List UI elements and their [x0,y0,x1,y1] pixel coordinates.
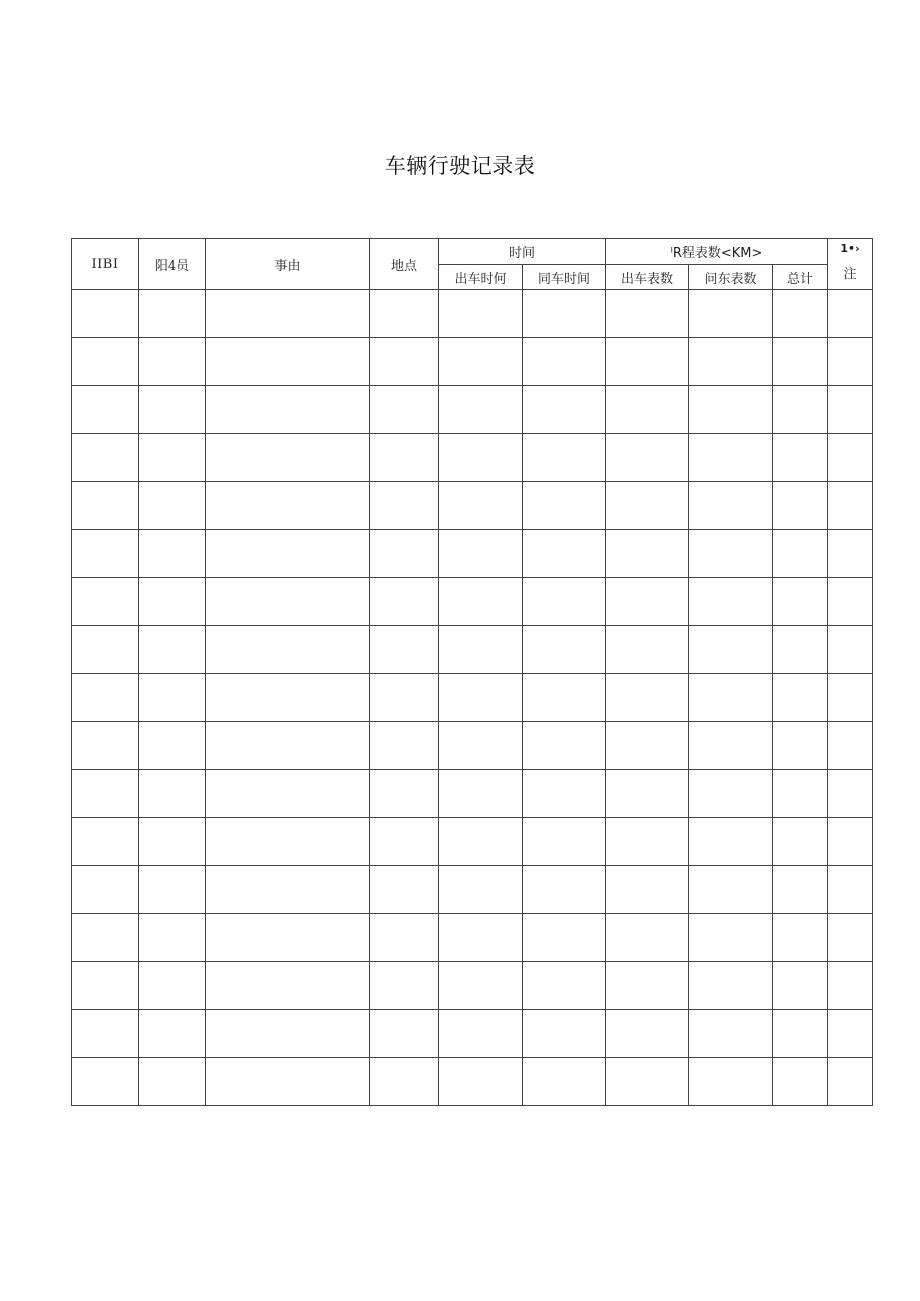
header-depart-time: 出车时何 [439,265,523,290]
cell-location[interactable] [370,1010,439,1058]
cell-reason[interactable] [206,722,370,770]
cell-return-time[interactable] [523,722,606,770]
cell-depart-time[interactable] [439,578,523,626]
cell-return-reading[interactable] [689,578,773,626]
cell-total[interactable] [773,290,828,338]
cell-return-reading[interactable] [689,866,773,914]
cell-depart-reading[interactable] [606,866,689,914]
cell-total[interactable] [773,914,828,962]
header-driver-label: 阳4员 [154,258,190,274]
cell-depart-time[interactable] [439,1010,523,1058]
cell-depart-reading[interactable] [606,914,689,962]
header-return-reading: 问东表数 [689,265,773,290]
cell-depart-time[interactable] [439,722,523,770]
cell-note[interactable] [828,770,873,818]
cell-location[interactable] [370,818,439,866]
cell-depart-reading[interactable] [606,818,689,866]
cell-reason[interactable] [206,962,370,1010]
cell-location[interactable] [370,674,439,722]
cell-return-reading[interactable] [689,722,773,770]
cell-depart-time[interactable] [439,914,523,962]
table-row [72,482,873,530]
header-note-top: 1•› [840,242,860,255]
cell-driver[interactable] [139,1010,206,1058]
cell-note[interactable] [828,626,873,674]
cell-depart-reading[interactable] [606,434,689,482]
cell-location[interactable] [370,962,439,1010]
cell-date[interactable] [72,338,139,386]
cell-total[interactable] [773,530,828,578]
cell-date[interactable] [72,818,139,866]
cell-driver[interactable] [139,1058,206,1106]
cell-note[interactable] [828,530,873,578]
cell-depart-time[interactable] [439,626,523,674]
cell-total[interactable] [773,818,828,866]
header-note [828,239,873,290]
header-reason: 事由 [206,239,370,290]
cell-depart-time[interactable] [439,482,523,530]
vehicle-log-table [71,238,873,1106]
table-row [72,434,873,482]
header-location: 地点 [370,239,439,290]
cell-total[interactable] [773,626,828,674]
cell-depart-reading[interactable] [606,1058,689,1106]
cell-reason[interactable] [206,770,370,818]
cell-return-time[interactable] [523,962,606,1010]
cell-return-reading[interactable] [689,290,773,338]
cell-driver[interactable] [139,338,206,386]
cell-date[interactable] [72,482,139,530]
cell-date[interactable] [72,290,139,338]
cell-reason[interactable] [206,914,370,962]
cell-depart-time[interactable] [439,962,523,1010]
cell-reason[interactable] [206,290,370,338]
cell-date[interactable] [72,770,139,818]
cell-depart-reading[interactable] [606,338,689,386]
cell-location[interactable] [370,290,439,338]
table-row [72,290,873,338]
cell-depart-time[interactable] [439,818,523,866]
cell-total[interactable] [773,482,828,530]
cell-total[interactable] [773,770,828,818]
cell-note[interactable] [828,386,873,434]
cell-driver[interactable] [139,482,206,530]
cell-driver[interactable] [139,386,206,434]
table-row [72,914,873,962]
cell-reason[interactable] [206,1010,370,1058]
cell-return-time[interactable] [523,290,606,338]
table-row [72,1010,873,1058]
table-row [72,530,873,578]
table-row [72,626,873,674]
cell-location[interactable] [370,530,439,578]
cell-return-time[interactable] [523,626,606,674]
cell-note[interactable] [828,434,873,482]
cell-date[interactable] [72,530,139,578]
cell-return-time[interactable] [523,482,606,530]
cell-date[interactable] [72,674,139,722]
cell-total[interactable] [773,866,828,914]
cell-return-time[interactable] [523,386,606,434]
cell-driver[interactable] [139,674,206,722]
cell-return-time[interactable] [523,1010,606,1058]
header-total: 总计 [773,265,828,290]
cell-driver[interactable] [139,770,206,818]
cell-driver[interactable] [139,578,206,626]
cell-driver[interactable] [139,434,206,482]
cell-return-time[interactable] [523,818,606,866]
cell-return-time[interactable] [523,674,606,722]
cell-return-reading[interactable] [689,674,773,722]
cell-depart-time[interactable] [439,866,523,914]
cell-note[interactable] [828,338,873,386]
cell-note[interactable] [828,674,873,722]
cell-note[interactable] [828,1010,873,1058]
table-row [72,386,873,434]
cell-location[interactable] [370,482,439,530]
cell-depart-reading[interactable] [606,482,689,530]
cell-return-reading[interactable] [689,770,773,818]
cell-total[interactable] [773,674,828,722]
table-row [72,338,873,386]
header-driver [139,239,206,290]
cell-location[interactable] [370,386,439,434]
cell-driver[interactable] [139,290,206,338]
cell-date[interactable] [72,578,139,626]
cell-return-reading[interactable] [689,962,773,1010]
cell-depart-time[interactable] [439,530,523,578]
header-note-bottom: 注 [843,267,857,282]
cell-location[interactable] [370,866,439,914]
cell-date[interactable] [72,434,139,482]
cell-depart-reading[interactable] [606,962,689,1010]
cell-total[interactable] [773,338,828,386]
cell-reason[interactable] [206,386,370,434]
cell-total[interactable] [773,722,828,770]
cell-reason[interactable] [206,674,370,722]
cell-return-time[interactable] [523,434,606,482]
cell-total[interactable] [773,386,828,434]
table-row [72,770,873,818]
cell-return-time[interactable] [523,1058,606,1106]
cell-note[interactable] [828,914,873,962]
cell-reason[interactable] [206,866,370,914]
cell-return-time[interactable] [523,338,606,386]
cell-date[interactable] [72,1010,139,1058]
cell-return-reading[interactable] [689,386,773,434]
cell-return-reading[interactable] [689,626,773,674]
table-row [72,866,873,914]
cell-return-reading[interactable] [689,818,773,866]
cell-depart-reading[interactable] [606,1010,689,1058]
cell-return-time[interactable] [523,530,606,578]
cell-driver[interactable] [139,722,206,770]
cell-return-reading[interactable] [689,914,773,962]
cell-reason[interactable] [206,626,370,674]
cell-location[interactable] [370,434,439,482]
cell-return-time[interactable] [523,770,606,818]
header-return-time: 同车时间 [523,265,606,290]
header-mileage-group: ˡR程表数<KM> [606,239,828,265]
cell-return-reading[interactable] [689,434,773,482]
cell-note[interactable] [828,962,873,1010]
cell-total[interactable] [773,1010,828,1058]
cell-driver[interactable] [139,530,206,578]
cell-date[interactable] [72,386,139,434]
cell-location[interactable] [370,626,439,674]
cell-note[interactable] [828,482,873,530]
header-date: IIBI [72,239,139,290]
cell-reason[interactable] [206,482,370,530]
cell-return-time[interactable] [523,578,606,626]
cell-date[interactable] [72,866,139,914]
cell-driver[interactable] [139,866,206,914]
cell-depart-reading[interactable] [606,626,689,674]
cell-return-reading[interactable] [689,1010,773,1058]
cell-note[interactable] [828,578,873,626]
cell-driver[interactable] [139,818,206,866]
cell-note[interactable] [828,866,873,914]
cell-return-reading[interactable] [689,530,773,578]
cell-location[interactable] [370,578,439,626]
cell-return-reading[interactable] [689,482,773,530]
table-row [72,722,873,770]
cell-reason[interactable] [206,530,370,578]
table-row [72,962,873,1010]
cell-total[interactable] [773,962,828,1010]
cell-return-time[interactable] [523,914,606,962]
cell-reason[interactable] [206,434,370,482]
page-title: 车辆行驶记录表 [384,154,536,178]
cell-driver[interactable] [139,626,206,674]
cell-depart-time[interactable] [439,290,523,338]
header-depart-reading: 出车表数 [606,265,689,290]
table-row [72,578,873,626]
table-row [72,674,873,722]
cell-total[interactable] [773,578,828,626]
cell-depart-reading[interactable] [606,674,689,722]
cell-depart-time[interactable] [439,1058,523,1106]
cell-total[interactable] [773,1058,828,1106]
cell-depart-reading[interactable] [606,290,689,338]
cell-reason[interactable] [206,1058,370,1106]
cell-driver[interactable] [139,914,206,962]
cell-location[interactable] [370,338,439,386]
table-row [72,818,873,866]
cell-location[interactable] [370,722,439,770]
cell-total[interactable] [773,434,828,482]
cell-depart-reading[interactable] [606,770,689,818]
cell-date[interactable] [72,962,139,1010]
table-row [72,1058,873,1106]
cell-depart-time[interactable] [439,770,523,818]
cell-depart-reading[interactable] [606,578,689,626]
cell-depart-reading[interactable] [606,722,689,770]
cell-depart-reading[interactable] [606,530,689,578]
cell-return-reading[interactable] [689,1058,773,1106]
cell-note[interactable] [828,1058,873,1106]
cell-location[interactable] [370,1058,439,1106]
cell-reason[interactable] [206,338,370,386]
cell-return-time[interactable] [523,866,606,914]
cell-note[interactable] [828,722,873,770]
cell-location[interactable] [370,770,439,818]
cell-depart-time[interactable] [439,434,523,482]
cell-reason[interactable] [206,578,370,626]
cell-note[interactable] [828,290,873,338]
cell-return-reading[interactable] [689,338,773,386]
cell-reason[interactable] [206,818,370,866]
cell-note[interactable] [828,818,873,866]
cell-depart-time[interactable] [439,338,523,386]
cell-date[interactable] [72,722,139,770]
cell-depart-reading[interactable] [606,386,689,434]
cell-location[interactable] [370,914,439,962]
cell-driver[interactable] [139,962,206,1010]
cell-date[interactable] [72,626,139,674]
cell-date[interactable] [72,914,139,962]
cell-date[interactable] [72,1058,139,1106]
cell-depart-time[interactable] [439,674,523,722]
header-time-group: 时间 [439,239,606,265]
cell-depart-time[interactable] [439,386,523,434]
